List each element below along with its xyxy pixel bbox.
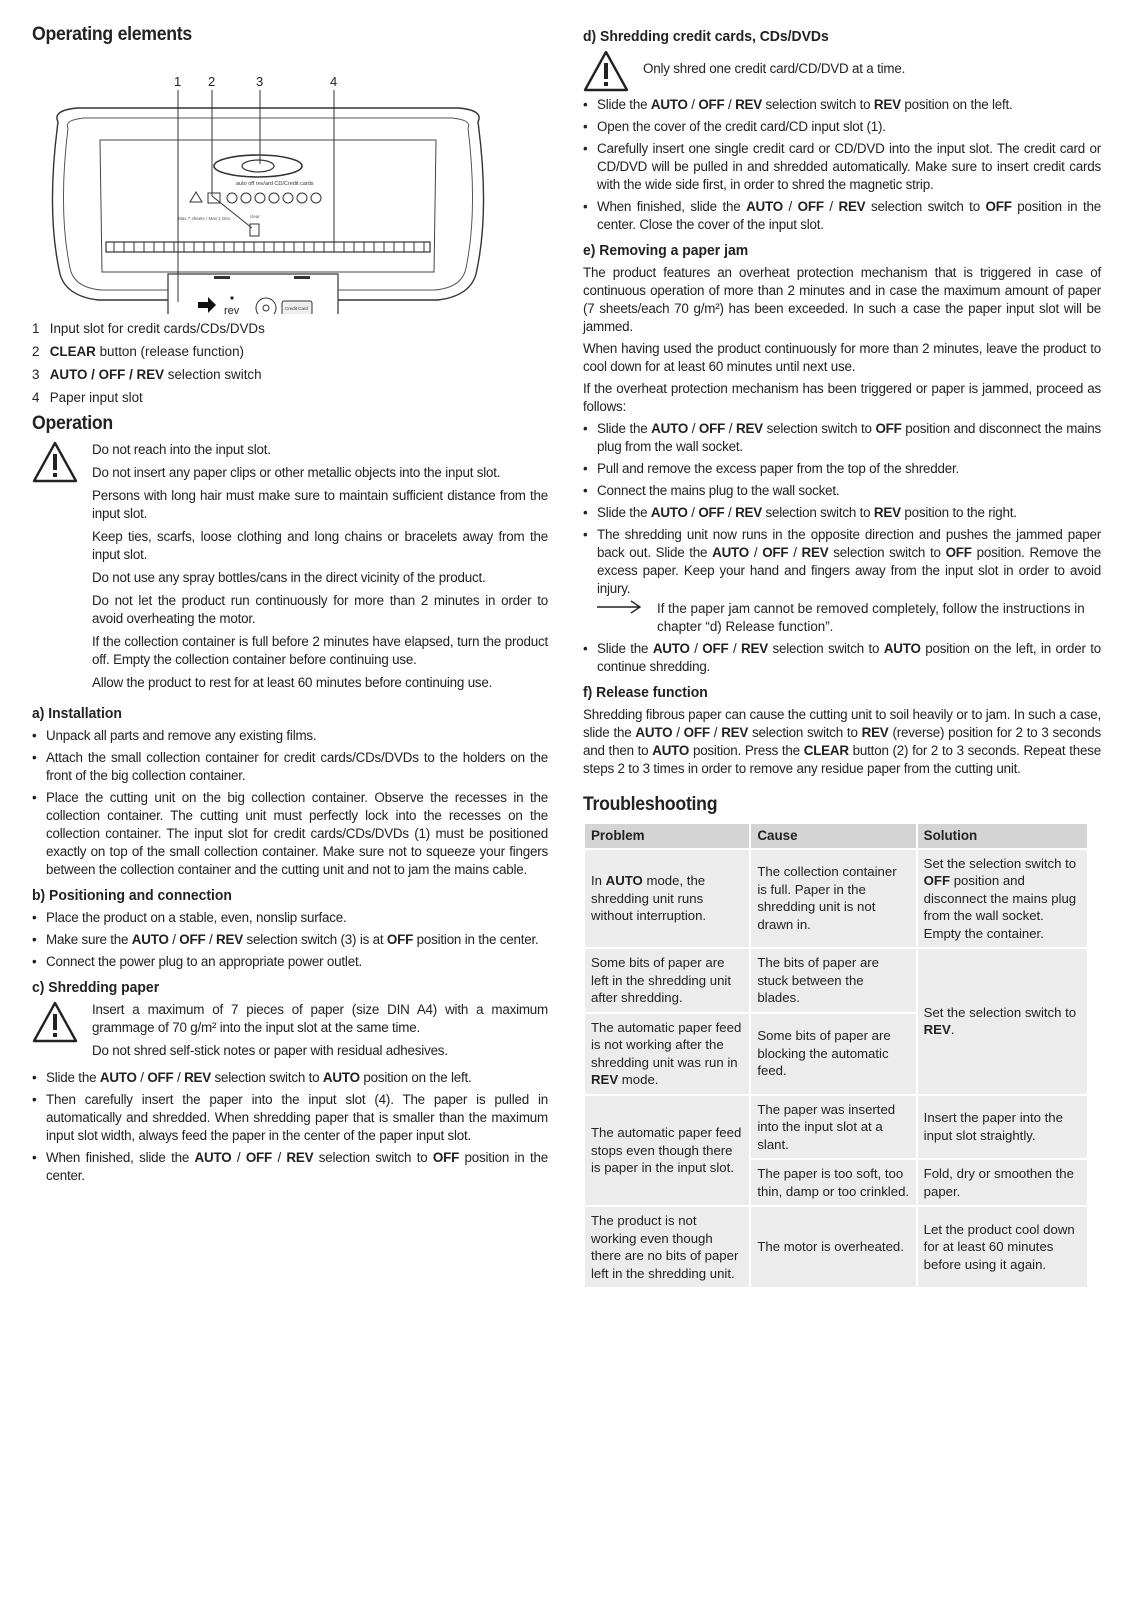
list-item: • Slide the AUTO / OFF / REV selection switch to REV position to the right. xyxy=(583,504,1101,522)
jam-title: e) Removing a paper jam xyxy=(583,242,749,259)
installation-list xyxy=(32,727,548,879)
list-item: • Connect the mains plug to the wall socket. xyxy=(583,482,1101,500)
list-item: • Pull and remove the excess paper from the top of the shredder. xyxy=(583,460,1101,478)
arrow-right-icon xyxy=(597,600,643,614)
solution-cell: Set the selection switch to REV. xyxy=(918,949,1087,1094)
cause-cell: Some bits of paper are blocking the automatic feed. xyxy=(751,1014,915,1094)
operation-warning-block xyxy=(32,441,548,697)
jam-paragraph-3: If the overheat protection mechanism has been triggered or paper is jammed, proceed as follows: xyxy=(583,381,1101,414)
table-row xyxy=(585,949,1087,1012)
shredder-diagram xyxy=(38,52,498,314)
callout-4: 4 xyxy=(330,74,338,89)
parts-bold: AUTO / OFF / REV xyxy=(49,367,165,382)
problem-cell: The automatic paper feed stops even though there is paper in the input slot. xyxy=(585,1096,749,1206)
parts-num: 3 xyxy=(32,367,40,382)
installation-title: a) Installation xyxy=(32,705,122,722)
warning-icon xyxy=(32,441,78,483)
list-item: • Slide the AUTO / OFF / REV selection switch to REV position on the left. xyxy=(583,96,1101,114)
column-header: Problem xyxy=(585,824,749,848)
shredding-warning: Do not shred self-stick notes or paper with residual adhesives. xyxy=(92,1043,448,1058)
parts-bold: CLEAR xyxy=(49,344,96,359)
table-header-row xyxy=(585,824,1087,848)
parts-text: Paper input slot xyxy=(49,390,143,405)
list-item: • Attach the small collection container for credit cards/CDs/DVDs to the holders on the front of the big collection container. xyxy=(32,749,548,785)
operation-warning: Do not use any spray bottles/cans in the direct vicinity of the product. xyxy=(92,570,486,585)
solution-cell: Let the product cool down for at least 60 minutes before using it again. xyxy=(918,1207,1087,1287)
list-item: • Place the product on a stable, even, nonslip surface. xyxy=(32,909,548,927)
shredding-warning-block xyxy=(32,1001,548,1065)
release-title: f) Release function xyxy=(583,684,708,701)
list-item: • Connect the power plug to an appropriate power outlet. xyxy=(32,953,548,971)
parts-text: selection switch xyxy=(164,367,262,382)
cause-cell: The paper is too soft, too thin, damp or too crinkled. xyxy=(751,1160,915,1205)
credit-card-label: Credit Card xyxy=(285,306,309,311)
operation-warning: Keep ties, scarfs, loose clothing and long chains or bracelets away from the input slot. xyxy=(92,529,548,562)
problem-cell: Some bits of paper are left in the shredding unit after shredding. xyxy=(585,949,749,1012)
parts-num: 4 xyxy=(32,390,40,405)
warning-icon xyxy=(32,1001,78,1043)
cards-warning: Only shred one credit card/CD/DVD at a time. xyxy=(643,61,906,76)
table-row xyxy=(585,850,1087,948)
jam-list-continued xyxy=(583,640,1101,676)
callout-3: 3 xyxy=(256,74,264,89)
left-column xyxy=(32,26,548,1189)
solution-cell: Insert the paper into the input slot straightly. xyxy=(918,1096,1087,1159)
list-item: • Carefully insert one single credit card or CD/DVD into the input slot. The credit card or CD/DVD will be pulled in and shredded automatically. Make sure to insert credit cards with the wide side first, in order to shred the magnetic strip. xyxy=(583,140,1101,194)
callout-2: 2 xyxy=(208,74,216,89)
operation-warning: Allow the product to rest for at least 60 minutes before continuing use. xyxy=(92,675,493,690)
solution-cell: Set the selection switch to OFF position and disconnect the mains plug from the wall socket. Empty the container. xyxy=(918,850,1087,948)
positioning-title: b) Positioning and connection xyxy=(32,887,232,904)
problem-cell: The automatic paper feed is not working after the shredding unit was run in REV mode. xyxy=(585,1014,749,1094)
list-item: • Slide the AUTO / OFF / REV selection switch to AUTO position on the left. xyxy=(32,1069,548,1087)
parts-item-1 xyxy=(32,320,548,338)
shredder-illustration xyxy=(38,52,498,314)
clear-label: clear xyxy=(250,214,260,219)
shredding-title: c) Shredding paper xyxy=(32,979,160,996)
jam-list xyxy=(583,420,1101,598)
jam-note-text: If the paper jam cannot be removed completely, follow the instructions in chapter “d) Release function”. xyxy=(657,601,1085,634)
cause-cell: The bits of paper are stuck between the blades. xyxy=(751,949,915,1012)
list-item: • The shredding unit now runs in the opposite direction and pushes the jammed paper back out. Slide the AUTO / OFF / REV selection switch to OFF position. Remove the excess paper. Keep your hand and fingers away from the input slot in order to avoid injury. xyxy=(583,526,1101,598)
list-item: • Then carefully insert the paper into the input slot (4). The paper is pulled in automatically and shredded. When shredding paper that is smaller than the maximum input slot width, always feed the paper in the center of the paper input slot. xyxy=(32,1091,548,1145)
cards-warning-block xyxy=(583,50,1101,92)
cards-list xyxy=(583,96,1101,234)
parts-text: button (release function) xyxy=(95,344,244,359)
list-item: • Slide the AUTO / OFF / REV selection switch to OFF position and disconnect the mains plug from the wall socket. xyxy=(583,420,1101,456)
cards-title: d) Shredding credit cards, CDs/DVDs xyxy=(583,28,829,45)
operation-title: Operation xyxy=(32,413,113,434)
positioning-list xyxy=(32,909,548,971)
parts-num: 1 xyxy=(32,321,40,336)
parts-item-4 xyxy=(32,389,548,407)
operation-warning: Persons with long hair must make sure to maintain sufficient distance from the input slot. xyxy=(92,488,548,521)
list-item: • Make sure the AUTO / OFF / REV selection switch (3) is at OFF position in the center. xyxy=(32,931,548,949)
jam-paragraph-1: The product features an overheat protection mechanism that is triggered in case of continuous operation of more than 2 minutes and in case the maximum amount of paper (7 sheets/each 70 g/m²) has been exceeded. In such a case the paper input slot will be jammed. xyxy=(583,265,1101,334)
column-header: Cause xyxy=(751,824,915,848)
troubleshooting-table xyxy=(583,822,1089,1289)
rev-label: rev xyxy=(224,305,240,314)
parts-item-2 xyxy=(32,343,548,361)
parts-item-3 xyxy=(32,366,548,384)
solution-cell: Fold, dry or smoothen the paper. xyxy=(918,1160,1087,1205)
parts-text: Input slot for credit cards/CDs/DVDs xyxy=(49,321,265,336)
jam-note xyxy=(597,600,1101,636)
table-row xyxy=(585,1096,1087,1159)
list-item: • Slide the AUTO / OFF / REV selection switch to AUTO position on the left, in order to continue shredding. xyxy=(583,640,1101,676)
shredding-list xyxy=(32,1069,548,1185)
callout-1: 1 xyxy=(174,74,182,89)
operation-warning: Do not let the product run continuously for more than 2 minutes in order to avoid overheating the motor. xyxy=(92,593,548,626)
parts-num: 2 xyxy=(32,344,40,359)
list-item: • When finished, slide the AUTO / OFF / REV selection switch to OFF position in the center. xyxy=(32,1149,548,1185)
operation-warning: If the collection container is full before 2 minutes have elapsed, turn the product off. Empty the collection container before continuing use. xyxy=(92,634,548,667)
cause-cell: The collection container is full. Paper in the shredding unit is not drawn in. xyxy=(751,850,915,948)
cause-cell: The paper was inserted into the input slot at a slant. xyxy=(751,1096,915,1159)
cause-cell: The motor is overheated. xyxy=(751,1207,915,1287)
switch-labels: auto off rev/ard CD/Credit cards xyxy=(236,181,314,187)
parts-list xyxy=(32,320,548,407)
release-paragraph: Shredding fibrous paper can cause the cutting unit to soil heavily or to jam. In such a case, slide the AUTO / OFF / REV selection switch to REV (reverse) position for 2 to 3 seconds and then to AUTO position. Press the CLEAR button (2) for 2 to 3 seconds. Repeat these steps 2 to 3 times in order to remove any residue paper from the cutting unit. xyxy=(583,707,1102,776)
shredding-warning: Insert a maximum of 7 pieces of paper (size DIN A4) with a maximum grammage of 70 g/m² into the input slot at the same time. xyxy=(92,1002,548,1035)
list-item: • When finished, slide the AUTO / OFF / REV selection switch to OFF position in the center. Close the cover of the input slot. xyxy=(583,198,1101,234)
operation-warning: Do not insert any paper clips or other metallic objects into the input slot. xyxy=(92,465,501,480)
troubleshooting-title: Troubleshooting xyxy=(583,794,718,815)
list-item: • Unpack all parts and remove any existing films. xyxy=(32,727,548,745)
operation-warning: Do not reach into the input slot. xyxy=(92,442,271,457)
max-sheets-label: Max 7 sheets / Max 1 Disc xyxy=(178,216,231,221)
table-row xyxy=(585,1207,1087,1287)
column-header: Solution xyxy=(918,824,1087,848)
problem-cell: In AUTO mode, the shredding unit runs without interruption. xyxy=(585,850,749,948)
right-column xyxy=(583,26,1101,1289)
jam-paragraph-2: When having used the product continuously for more than 2 minutes, leave the product to cool down for at least 60 minutes until next use. xyxy=(583,341,1101,374)
list-item: • Open the cover of the credit card/CD input slot (1). xyxy=(583,118,1101,136)
problem-cell: The product is not working even though there are no bits of paper left in the shredding unit. xyxy=(585,1207,749,1287)
list-item: • Place the cutting unit on the big collection container. Observe the recesses in the collection container. The cutting unit must perfectly lock into the recesses on the collection container. The input slot for credit cards/CDs/DVDs (1) must be positioned exactly on top of the small collection container. Make sure not to squeeze your fingers between the collection container and the cutting unit and not to jam the mains cable. xyxy=(32,789,548,879)
warning-icon xyxy=(583,50,629,92)
operating-elements-title: Operating elements xyxy=(32,24,192,45)
